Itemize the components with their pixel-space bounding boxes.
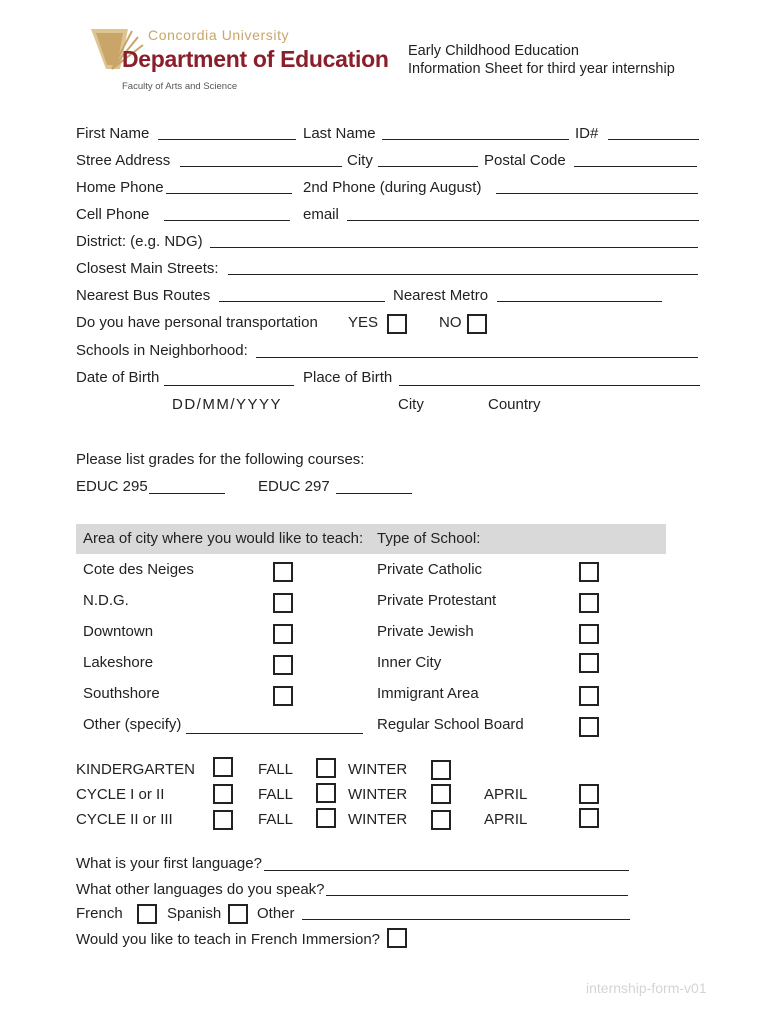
logo-faculty-name: Faculty of Arts and Science bbox=[122, 81, 238, 92]
area-option-label: Lakeshore bbox=[83, 654, 154, 671]
transportation-no-checkbox[interactable] bbox=[467, 314, 487, 334]
form-title-line1: Early Childhood Education bbox=[408, 43, 579, 59]
transportation-label: Do you have personal transportation bbox=[76, 314, 318, 331]
area-cote-des-neiges-checkbox[interactable] bbox=[273, 562, 293, 582]
area-option-label: Other (specify) bbox=[83, 716, 182, 733]
area-downtown-checkbox[interactable] bbox=[273, 624, 293, 644]
other-language-field[interactable] bbox=[302, 919, 630, 920]
dob-format-hint: DD/MM/YYYY bbox=[172, 396, 283, 413]
last-name-field[interactable] bbox=[382, 139, 569, 140]
first-name-field[interactable] bbox=[158, 139, 296, 140]
id-label: ID# bbox=[575, 125, 599, 142]
type-option-label: Immigrant Area bbox=[377, 685, 479, 702]
fall-label: FALL bbox=[258, 786, 294, 803]
cell-phone-label: Cell Phone bbox=[76, 206, 150, 223]
dob-label: Date of Birth bbox=[76, 369, 160, 386]
cycle-2-3-checkbox[interactable] bbox=[213, 810, 233, 830]
level-label: CYCLE II or III bbox=[76, 811, 173, 828]
first-name-label: First Name bbox=[76, 125, 150, 142]
closest-streets-field[interactable] bbox=[228, 274, 698, 275]
type-private-catholic-checkbox[interactable] bbox=[579, 562, 599, 582]
area-option-label: Downtown bbox=[83, 623, 154, 640]
spanish-checkbox[interactable] bbox=[228, 904, 248, 924]
type-option-label: Private Protestant bbox=[377, 592, 497, 609]
metro-field[interactable] bbox=[497, 301, 662, 302]
transportation-yes-checkbox[interactable] bbox=[387, 314, 407, 334]
spanish-label: Spanish bbox=[167, 905, 222, 922]
area-southshore-checkbox[interactable] bbox=[273, 686, 293, 706]
city-label: City bbox=[347, 152, 373, 169]
cell-phone-field[interactable] bbox=[164, 220, 290, 221]
winter-label: WINTER bbox=[348, 811, 408, 828]
metro-label: Nearest Metro bbox=[393, 287, 489, 304]
kindergarten-fall-checkbox[interactable] bbox=[316, 758, 336, 778]
closest-streets-label: Closest Main Streets: bbox=[76, 260, 219, 277]
kindergarten-winter-checkbox[interactable] bbox=[431, 760, 451, 780]
street-address-field[interactable] bbox=[180, 166, 342, 167]
home-phone-label: Home Phone bbox=[76, 179, 164, 196]
district-label: District: (e.g. NDG) bbox=[76, 233, 203, 250]
bus-routes-field[interactable] bbox=[219, 301, 385, 302]
pob-field[interactable] bbox=[399, 385, 700, 386]
educ295-field[interactable] bbox=[149, 493, 225, 494]
district-field[interactable] bbox=[210, 247, 698, 248]
bus-routes-label: Nearest Bus Routes bbox=[76, 287, 211, 304]
pob-country-hint: Country bbox=[488, 396, 541, 413]
email-field[interactable] bbox=[347, 220, 699, 221]
type-regular-school-board-checkbox[interactable] bbox=[579, 717, 599, 737]
other-language-label: Other bbox=[257, 905, 295, 922]
first-language-field[interactable] bbox=[264, 870, 629, 871]
home-phone-field[interactable] bbox=[166, 193, 292, 194]
cycle-1-2-fall-checkbox[interactable] bbox=[316, 783, 336, 803]
type-option-label: Private Catholic bbox=[377, 561, 483, 578]
logo-department-name: Department of Education bbox=[122, 46, 389, 72]
type-option-label: Inner City bbox=[377, 654, 442, 671]
french-checkbox[interactable] bbox=[137, 904, 157, 924]
kindergarten-checkbox[interactable] bbox=[213, 757, 233, 777]
pob-label: Place of Birth bbox=[303, 369, 393, 386]
street-address-label: Stree Address bbox=[76, 152, 171, 169]
last-name-label: Last Name bbox=[303, 125, 376, 142]
city-field[interactable] bbox=[378, 166, 478, 167]
immersion-label: Would you like to teach in French Immersion? bbox=[76, 931, 381, 948]
level-label: CYCLE I or II bbox=[76, 786, 165, 803]
educ297-field[interactable] bbox=[336, 493, 412, 494]
transportation-no-label: NO bbox=[439, 314, 462, 331]
immersion-checkbox[interactable] bbox=[387, 928, 407, 948]
cycle-1-2-winter-checkbox[interactable] bbox=[431, 784, 451, 804]
type-header: Type of School: bbox=[377, 530, 481, 547]
area-header: Area of city where you would like to teach: bbox=[83, 530, 364, 547]
cycle-2-3-fall-checkbox[interactable] bbox=[316, 808, 336, 828]
form-version-watermark: internship-form-v01 bbox=[586, 980, 707, 996]
cycle-2-3-april-checkbox[interactable] bbox=[579, 808, 599, 828]
winter-label: WINTER bbox=[348, 761, 408, 778]
educ297-label: EDUC 297 bbox=[258, 478, 330, 495]
fall-label: FALL bbox=[258, 761, 294, 778]
area-option-label: N.D.G. bbox=[83, 592, 129, 609]
type-option-label: Private Jewish bbox=[377, 623, 474, 640]
transportation-yes-label: YES bbox=[348, 314, 379, 331]
schools-field[interactable] bbox=[256, 357, 698, 358]
cycle-1-2-checkbox[interactable] bbox=[213, 784, 233, 804]
type-inner-city-checkbox[interactable] bbox=[579, 653, 599, 673]
area-lakeshore-checkbox[interactable] bbox=[273, 655, 293, 675]
area-ndg-checkbox[interactable] bbox=[273, 593, 293, 613]
area-option-label: Southshore bbox=[83, 685, 160, 702]
grades-prompt: Please list grades for the following courses: bbox=[76, 451, 365, 468]
type-option-label: Regular School Board bbox=[377, 716, 524, 733]
postal-code-field[interactable] bbox=[574, 166, 697, 167]
pob-city-hint: City bbox=[398, 396, 424, 413]
type-immigrant-area-checkbox[interactable] bbox=[579, 686, 599, 706]
french-label: French bbox=[76, 905, 123, 922]
area-other-specify-field[interactable] bbox=[186, 733, 363, 734]
fall-label: FALL bbox=[258, 811, 294, 828]
winter-label: WINTER bbox=[348, 786, 408, 803]
cycle-1-2-april-checkbox[interactable] bbox=[579, 784, 599, 804]
form-title-line2: Information Sheet for third year internship bbox=[408, 61, 675, 77]
area-option-label: Cote des Neiges bbox=[83, 561, 194, 578]
type-private-protestant-checkbox[interactable] bbox=[579, 593, 599, 613]
first-language-label: What is your first language? bbox=[76, 855, 262, 872]
level-label: KINDERGARTEN bbox=[76, 761, 195, 778]
second-phone-label: 2nd Phone (during August) bbox=[303, 179, 482, 196]
other-languages-field[interactable] bbox=[326, 895, 628, 896]
postal-code-label: Postal Code bbox=[484, 152, 566, 169]
april-label: APRIL bbox=[484, 786, 528, 803]
second-phone-field[interactable] bbox=[496, 193, 698, 194]
schools-label: Schools in Neighborhood: bbox=[76, 342, 248, 359]
id-field[interactable] bbox=[608, 139, 699, 140]
educ295-label: EDUC 295 bbox=[76, 478, 148, 495]
april-label: APRIL bbox=[484, 811, 528, 828]
dob-field[interactable] bbox=[164, 385, 294, 386]
logo-university-name: Concordia University bbox=[148, 27, 290, 43]
other-languages-label: What other languages do you speak? bbox=[76, 881, 325, 898]
email-label: email bbox=[303, 206, 339, 223]
type-private-jewish-checkbox[interactable] bbox=[579, 624, 599, 644]
cycle-2-3-winter-checkbox[interactable] bbox=[431, 810, 451, 830]
